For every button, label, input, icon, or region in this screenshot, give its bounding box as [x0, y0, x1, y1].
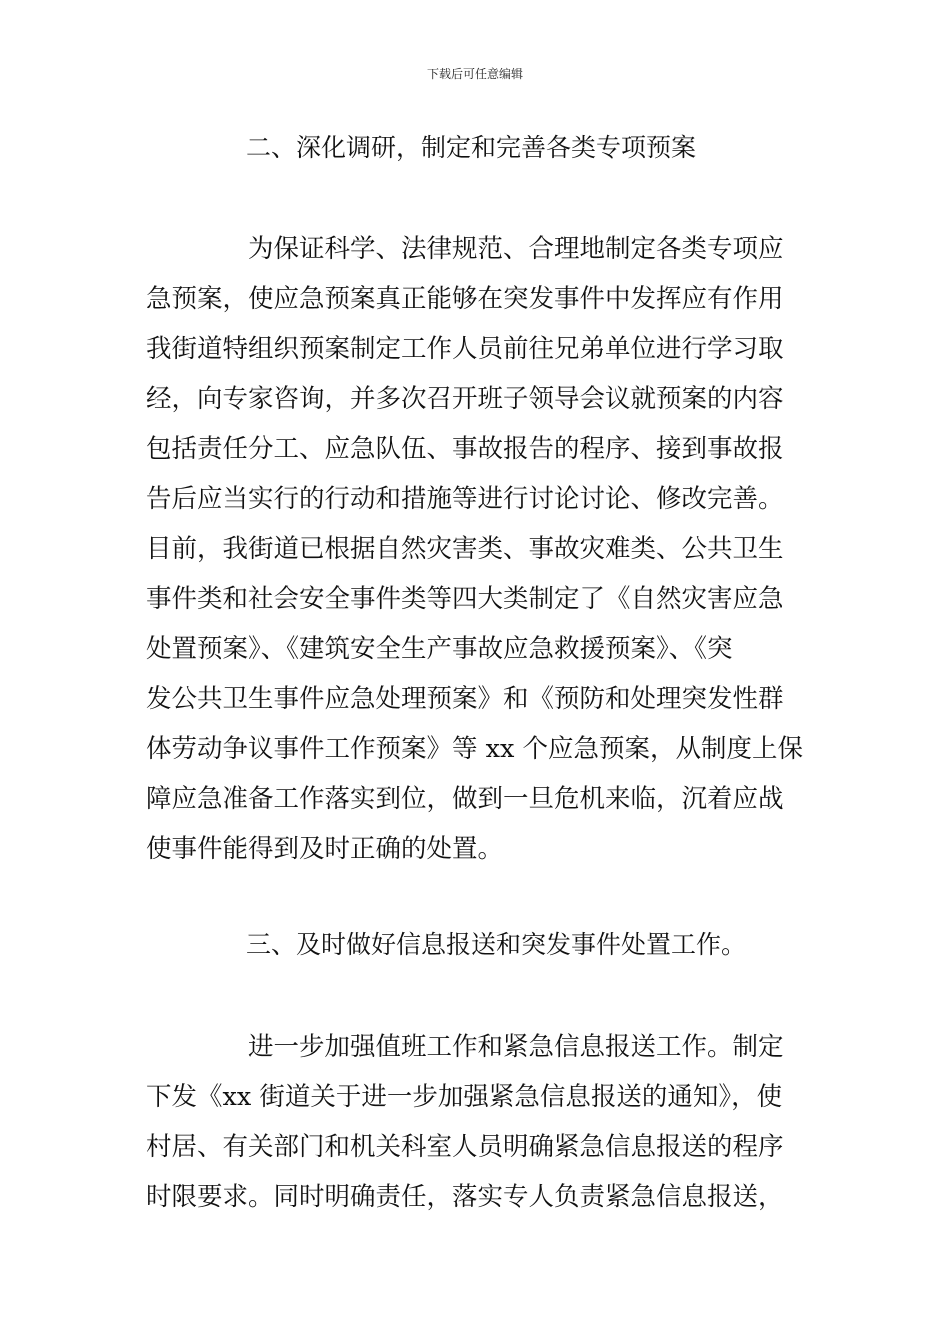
paragraph-line: 下发《xx 街道关于进一步加强紧急信息报送的通知》，使 [146, 1082, 783, 1112]
section-heading-3: 三、及时做好信息报送和突发事件处置工作。 [246, 930, 747, 959]
paragraph-line: 事件类和社会安全事件类等四大类制定了《自然灾害应急 [146, 584, 784, 614]
paragraph-line: 体劳动争议事件工作预案》等 xx 个应急预案，从制度上保 [146, 734, 803, 764]
paragraph-line: 时限要求。同时明确责任，落实专人负责紧急信息报送， [146, 1182, 784, 1212]
paragraph-section-3 [146, 1022, 826, 1222]
paragraph-line: 目前，我街道已根据自然灾害类、事故灾难类、公共卫生 [146, 534, 784, 564]
header-note: 下载后可任意编辑 [426, 67, 523, 81]
paragraph-line: 进一步加强值班工作和紧急信息报送工作。制定 [248, 1032, 784, 1062]
section-heading-2: 二、深化调研，制定和完善各类专项预案 [246, 133, 697, 162]
paragraph-line: 告后应当实行的行动和措施等进行讨论讨论、修改完善。 [146, 484, 784, 514]
paragraph-line: 我街道特组织预案制定工作人员前往兄弟单位进行学习取 [146, 334, 784, 364]
paragraph-line: 包括责任分工、应急队伍、事故报告的程序、接到事故报 [146, 434, 784, 464]
paragraph-line: 村居、有关部门和机关科室人员明确紧急信息报送的程序 [146, 1132, 784, 1162]
paragraph-line: 为保证科学、法律规范、合理地制定各类专项应 [248, 234, 784, 264]
paragraph-line: 发公共卫生事件应急处理预案》和《预防和处理突发性群 [146, 684, 784, 714]
paragraph-section-2 [146, 224, 826, 874]
paragraph-line: 急预案，使应急预案真正能够在突发事件中发挥应有作用 [146, 284, 784, 314]
paragraph-line: 障应急准备工作落实到位，做到一旦危机来临，沉着应战 [146, 784, 784, 814]
paragraph-line: 处置预案》、《建筑安全生产事故应急救援预案》、《突 [146, 634, 733, 664]
paragraph-line: 使事件能得到及时正确的处置。 [146, 834, 504, 864]
paragraph-line: 经，向专家咨询，并多次召开班子领导会议就预案的内容 [146, 384, 784, 414]
